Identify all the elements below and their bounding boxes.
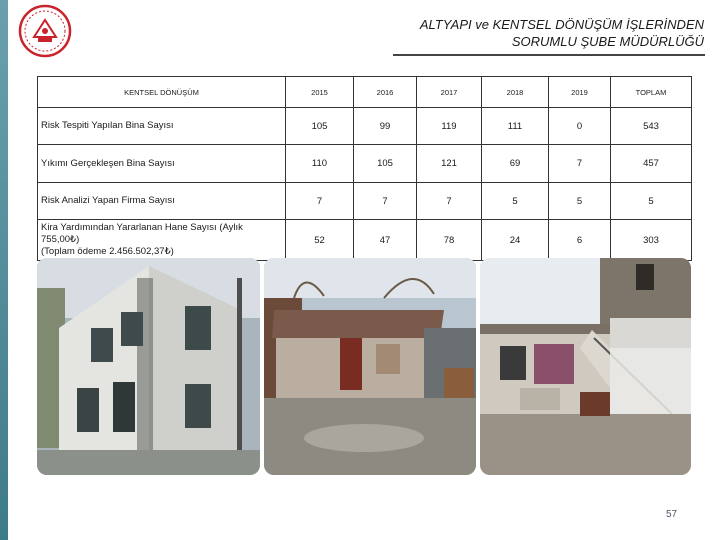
row-label [38,220,286,261]
title-underline [393,54,705,56]
column-header: KENTSEL DÖNÜŞÜM [38,77,286,108]
table-cell: 121 [417,145,482,183]
table-cell: 24 [482,220,549,261]
row-label-line-2: (Toplam ödeme 2.456.502,37₺) [41,246,174,257]
page-number: 57 [666,509,678,520]
table-row [38,108,692,145]
table-cell: 0 [549,108,611,145]
table-cell: 457 [611,145,692,183]
table-cell: 7 [417,183,482,220]
column-header: TOPLAM [611,77,692,108]
table-cell: 99 [354,108,417,145]
table-cell: 303 [611,220,692,261]
house-photo-left [37,258,260,475]
table-cell: 543 [611,108,692,145]
table-cell: 52 [286,220,354,261]
column-header: 2015 [286,77,354,108]
table-cell: 47 [354,220,417,261]
stairs-photo-right [480,258,691,475]
page-title [284,16,704,50]
table-cell: 110 [286,145,354,183]
table-cell: 69 [482,145,549,183]
table-cell: 105 [354,145,417,183]
urban-transformation-table [37,76,692,261]
table-header-row [38,77,692,108]
table-row [38,183,692,220]
row-label-line-1: Kira Yardımından Yararlanan Hane Sayısı (Aylık 755,00₺) [41,222,243,245]
title-line-2: SORUMLU ŞUBE MÜDÜRLÜĞÜ [511,34,704,49]
row-label: Risk Analizi Yapan Firma Sayısı [38,183,286,220]
table-cell: 119 [417,108,482,145]
table-cell: 5 [549,183,611,220]
table-cell: 6 [549,220,611,261]
shed-photo-middle [264,258,476,475]
column-header: 2018 [482,77,549,108]
left-accent-bar [0,0,8,540]
table-cell: 78 [417,220,482,261]
column-header: 2016 [354,77,417,108]
table-cell: 7 [286,183,354,220]
column-header: 2017 [417,77,482,108]
table-cell: 7 [549,145,611,183]
table-row [38,220,692,261]
table-cell: 5 [611,183,692,220]
table-cell: 105 [286,108,354,145]
title-line-1: ALTYAPI ve KENTSEL DÖNÜŞÜM İŞLERİNDEN [419,17,704,32]
row-label: Risk Tespiti Yapılan Bina Sayısı [38,108,286,145]
table-cell: 5 [482,183,549,220]
column-header: 2019 [549,77,611,108]
table-row [38,145,692,183]
table-cell: 111 [482,108,549,145]
row-label: Yıkımı Gerçekleşen Bina Sayısı [38,145,286,183]
table-cell: 7 [354,183,417,220]
municipality-seal-icon [18,4,72,58]
